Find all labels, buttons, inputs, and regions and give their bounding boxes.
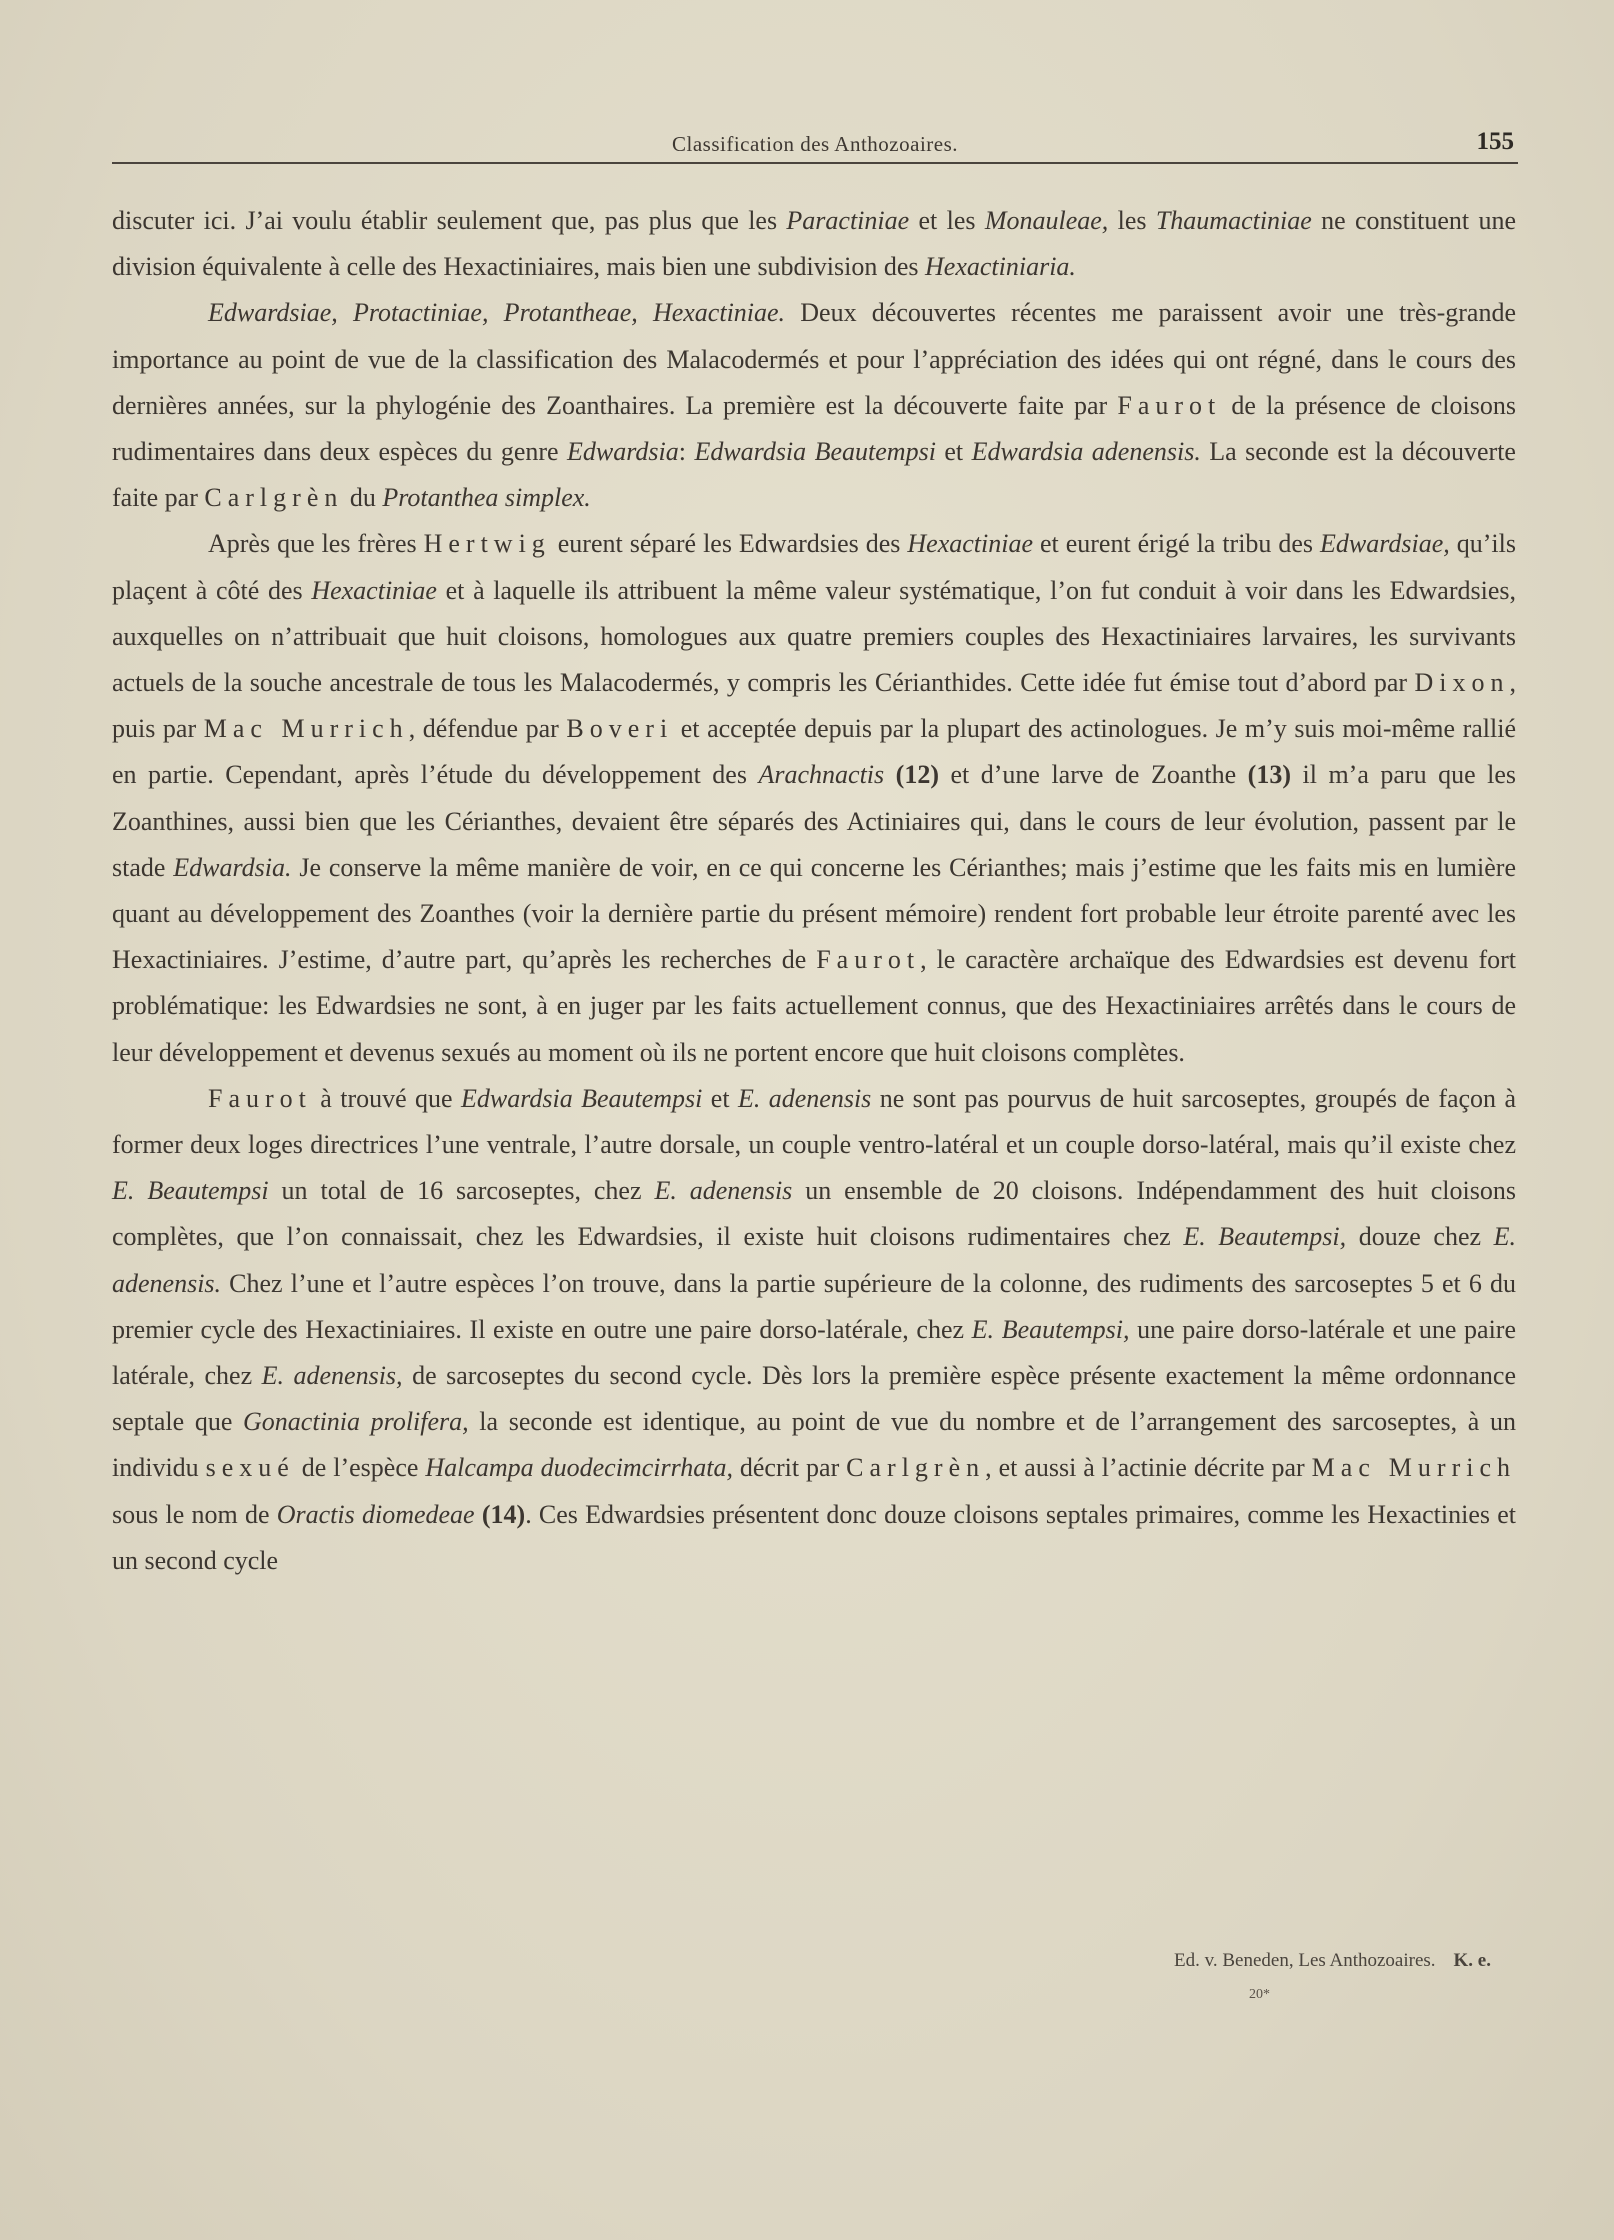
spaced-name: Dixon	[1414, 668, 1510, 698]
text-run: la seconde est identique, au point de vue du nombre et de l’arrangement des sarcoseptes, à un individu	[112, 1407, 1516, 1483]
italic-term: E. adenensis.	[112, 1222, 1517, 1298]
footer-sigla: K. e.	[1453, 1950, 1491, 1971]
italic-term: Edwardsia.	[173, 852, 292, 882]
italic-term: E. Beautempsi,	[1183, 1222, 1347, 1252]
italic-term: E. Beautempsi	[112, 1176, 269, 1206]
italic-term: Edwardsia adenensis.	[971, 437, 1201, 467]
italic-term: Hexactiniae	[907, 529, 1033, 559]
text-run: et	[702, 1083, 738, 1113]
spaced-name: Faurot	[1117, 390, 1222, 420]
text-run: ne sont pas pourvus de huit sarcoseptes, groupés de façon à former deux loges directrices l’une ventrale, l’autre dorsale, un couple ventro-latéral et un couple dorso-latéral, mais qu’il existe chez	[112, 1083, 1516, 1160]
italic-term: Edwardsia Beautempsi	[460, 1083, 703, 1113]
text-run: :	[678, 437, 695, 467]
footer-citation: Ed. v. Beneden, Les Anthozoaires.	[1174, 1950, 1436, 1971]
italic-term: Hexactiniae	[311, 575, 437, 605]
text-run: il m’a paru que les Zoanthines, aussi bien que les Cérianthes, devaient être séparés des Actiniaires qui, dans le cours de leur évolution, passent par le stade	[112, 760, 1517, 882]
italic-term: E. Beautempsi,	[971, 1314, 1130, 1344]
text-run: décrit par	[732, 1453, 847, 1483]
text-run: La seconde est la découverte faite par	[112, 437, 1516, 513]
italic-term: Monauleae,	[984, 206, 1109, 235]
text-run	[884, 760, 896, 789]
text-run: les	[1108, 206, 1156, 235]
spaced-name: sexué	[205, 1453, 295, 1483]
paragraph-4	[112, 1076, 1516, 1584]
italic-term: Halcampa duodecimcirrhata,	[425, 1453, 733, 1483]
footer-citation-line	[112, 1950, 1516, 1972]
italic-term: Edwardsiae, Protactiniae, Protantheae, Hexactiniae.	[208, 298, 786, 328]
italic-term: E. adenensis	[654, 1176, 793, 1206]
text-run	[475, 1500, 482, 1529]
text-run: , puis par	[112, 668, 1516, 744]
italic-term: Edwardsia Beautempsi	[694, 437, 936, 467]
text-run: et eurent érigé la tribu des	[1033, 529, 1321, 559]
italic-term: Thaumactiniae	[1155, 206, 1312, 235]
text-run: un total de 16 sarcoseptes, chez	[268, 1176, 655, 1206]
text-run: de la présence de cloisons rudimentaires dans deux espèces du genre	[112, 390, 1516, 467]
spaced-name: Faurot	[816, 945, 921, 975]
italic-term: E. adenensis,	[261, 1361, 403, 1391]
page-number: 155	[1476, 128, 1514, 155]
spaced-name: Faurot	[208, 1083, 312, 1113]
spaced-name: Boveri	[566, 714, 674, 744]
text-run: , et aussi à l’actinie décrite par	[985, 1453, 1312, 1483]
italic-term: Edwardsia	[567, 437, 679, 467]
spaced-name: Hertwig	[423, 529, 551, 559]
italic-term: Oractis diomedeae	[276, 1499, 475, 1529]
text-run: de sarcoseptes du second cycle. Dès lors la première espèce présente exactement la même ordonnance septale que	[112, 1361, 1517, 1437]
text-run: sous le nom de	[112, 1499, 277, 1529]
body-text	[112, 198, 1516, 1584]
text-run: douze chez	[1346, 1222, 1494, 1252]
italic-term: Hexactiniaria.	[925, 252, 1076, 282]
text-run: qu’ils plaçent à côté des	[112, 529, 1516, 605]
text-run: Après que les frères	[208, 529, 424, 559]
text-run: une paire dorso-latérale et une paire latérale, chez	[112, 1314, 1517, 1391]
reference-number: (14)	[481, 1499, 526, 1529]
signature-mark: 20*	[1249, 1987, 1270, 2002]
running-head	[112, 128, 1518, 164]
spaced-name: Mac Murrich	[203, 714, 409, 744]
text-run: Je conserve la même manière de voir, en ce qui concerne les Cérianthes; mais j’estime que les faits mis en lumière quant au développement des Zoanthes (voir la dernière partie du présent mémoire) rendent fort probable leur étroite parenté avec les Hexactiniaires. J’estime, d’autre part, qu’après les recherches de	[112, 852, 1516, 975]
italic-term: Edwardsiae,	[1320, 529, 1450, 559]
text-run: , le caractère archaïque des Edwardsies est devenu fort problématique: les Edwardsies ne sont, à en juger par les faits actuellement connus, que des Hexactiniaires arrêtés dans le cours de leur développement et devenus sexués au moment où ils ne portent encore que huit cloisons complètes.	[112, 945, 1516, 1067]
spaced-name: Carlgrèn	[846, 1453, 986, 1483]
italic-term: Protanthea simplex.	[382, 483, 591, 513]
text-run: de l’espèce	[294, 1453, 426, 1483]
reference-number: (12)	[895, 760, 939, 790]
text-run: et à laquelle ils attribuent la même valeur systématique, l’on fut conduit à voir dans les Edwardsies, auxquelles on n’attribuait que huit cloisons, homologues aux quatre premiers couples des Hexactiniaires larvaires, les survivants actuels de la souche ancestrale de tous les Malacodermés, y compris les Cérianthides. Cette idée fut émise tout d’abord par	[112, 575, 1516, 698]
spaced-name: Mac Murrich	[1311, 1453, 1516, 1483]
text-run: Chez l’une et l’autre espèces l’on trouve, dans la partie supérieure de la colonne, des rudiments des sarcoseptes 5 et 6 du premier cycle des Hexactiniaires. Il existe en outre une paire dorso-latérale, chez	[112, 1268, 1516, 1344]
italic-term: Arachnactis	[758, 760, 885, 790]
paragraph-3	[112, 521, 1516, 1075]
text-run: à trouvé que	[311, 1083, 461, 1113]
text-run: et acceptée depuis par la plupart des actinologues. Je m’y suis moi-même rallié en partie. Cependant, après l’étude du développement des	[112, 714, 1517, 790]
text-run: ne constituent une division équivalente à celle des Hexactiniaires, mais bien une subdivision des	[112, 206, 1516, 282]
spaced-name: Carlgrèn	[204, 483, 344, 513]
text-run: discuter ici. J’ai voulu établir seulement que, pas plus que les	[112, 206, 787, 235]
text-run: Deux découvertes récentes me paraissent avoir une très-grande importance au point de vue de la classification des Malacodermés et pour l’appréciation des idées qui ont régné, dans le cours des dernières années, sur la phylogénie des Zoanthaires. La première est la découverte faite par	[112, 298, 1516, 420]
text-run: . Ces Edwardsies présentent donc douze cloisons septales primaires, comme les Hexactinies et un second cycle	[112, 1499, 1517, 1575]
italic-term: E. adenensis	[737, 1083, 872, 1113]
italic-term: Paractiniae	[786, 206, 910, 235]
running-head-title: Classification des Anthozoaires.	[671, 132, 959, 156]
italic-term: Gonactinia prolifera,	[243, 1407, 469, 1437]
text-run: , défendue par	[408, 714, 567, 744]
reference-number: (13)	[1247, 760, 1291, 790]
text-run: eurent séparé les Edwardsies des	[550, 529, 908, 559]
text-run: un ensemble de 20 cloisons. Indépendamment des huit cloisons complètes, que l’on connaissait, chez les Edwardsies, il existe huit cloisons rudimentaires chez	[112, 1176, 1516, 1252]
paragraph-2	[112, 290, 1516, 521]
text-run: et les	[909, 206, 985, 235]
text-run: et	[935, 437, 972, 467]
text-run: du	[343, 483, 383, 513]
paragraph-1	[112, 198, 1516, 290]
text-run: et d’une larve de Zoanthe	[938, 760, 1248, 790]
